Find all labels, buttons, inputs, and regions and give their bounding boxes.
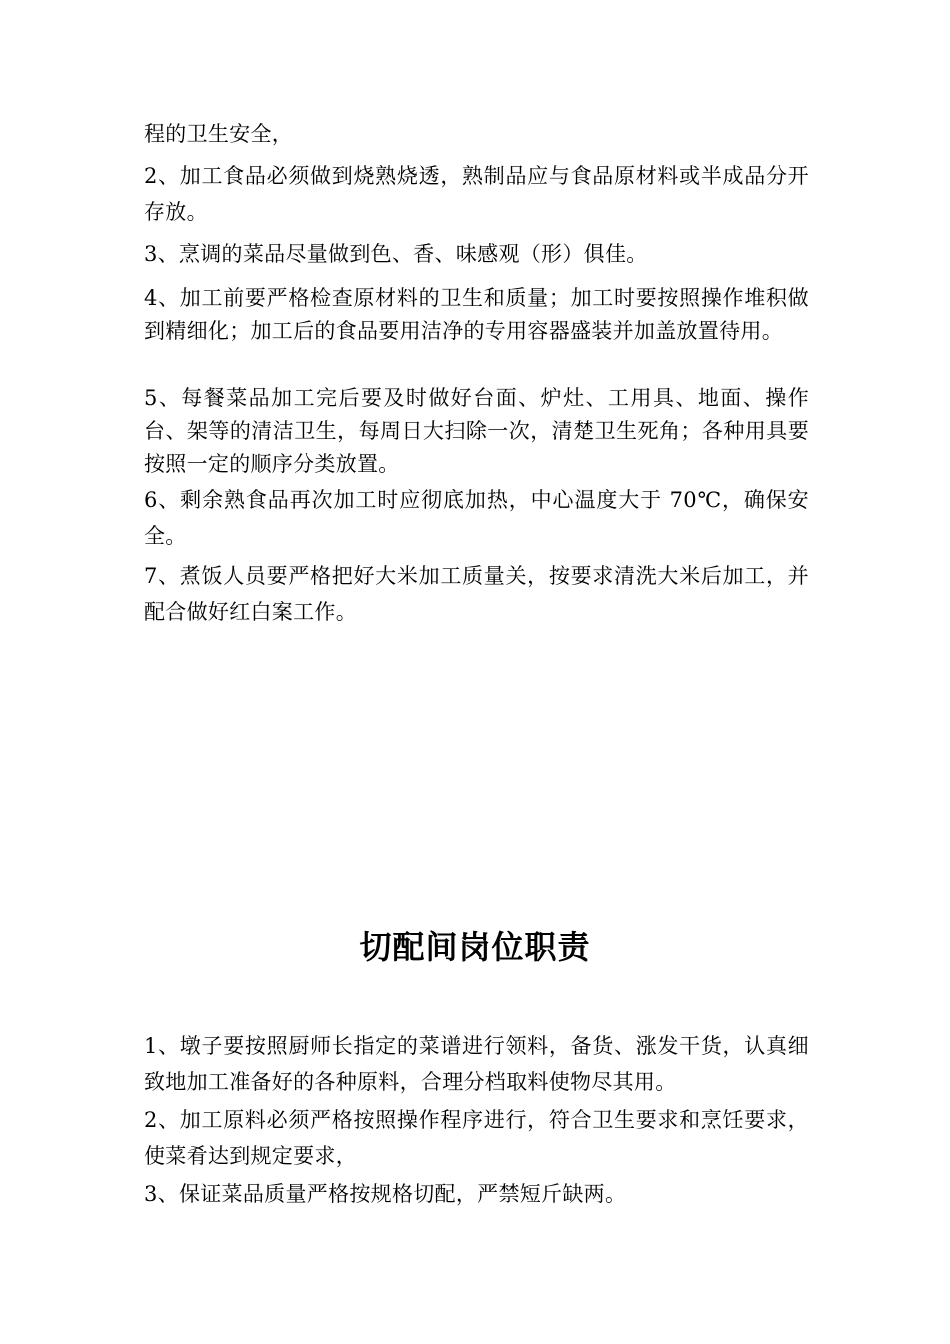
paragraph-item-6: 6、剩余熟食品再次加工时应彻底加热，中心温度大于 70℃，确保安全。 [144, 488, 809, 548]
paragraph-item-3: 3、保证菜品质量严格按规格切配，严禁短斤缺两。 [144, 1182, 627, 1206]
paragraph-item-5: 5、每餐菜品加工完后要及时做好台面、炉灶、工用具、地面、操作台、架等的清洁卫生，每周日大扫除一次，清楚卫生死角；各种用具要按照一定的顺序分类放置。 [144, 386, 809, 476]
paragraph-item-2: 2、加工原料必须严格按照操作程序进行，符合卫生要求和烹饪要求，使菜肴达到规定要求， [144, 1108, 809, 1168]
duties-list-continued [144, 116, 809, 282]
cutting-room-duties-list [144, 1028, 809, 1212]
paragraph-item-2: 2、加工食品必须做到烧熟烧透，熟制品应与食品原材料或半成品分开存放。 [144, 164, 809, 224]
duties-list-continued-4 [144, 482, 809, 630]
duties-list-continued-2 [144, 282, 809, 356]
paragraph-item-1: 1、墩子要按照厨师长指定的菜谱进行领料，备货、涨发干货，认真细致地加工准备好的各种原料，合理分档取料使物尽其用。 [144, 1034, 809, 1094]
paragraph-item-4: 4、加工前要严格检查原材料的卫生和质量；加工时要按照操作堆积做到精细化；加工后的食品要用洁净的专用容器盛装并加盖放置待用。 [144, 286, 809, 343]
duties-list-continued-3 [144, 382, 809, 481]
paragraph-item-3: 3、烹调的菜品尽量做到色、香、味感观（形）俱佳。 [144, 242, 648, 266]
section-title: 切配间岗位职责 [359, 928, 591, 966]
paragraph-item-7: 7、煮饭人员要严格把好大米加工质量关，按要求清洗大米后加工，并配合做好红白案工作。 [144, 564, 809, 624]
paragraph-continuation: 程的卫生安全， [144, 122, 294, 146]
